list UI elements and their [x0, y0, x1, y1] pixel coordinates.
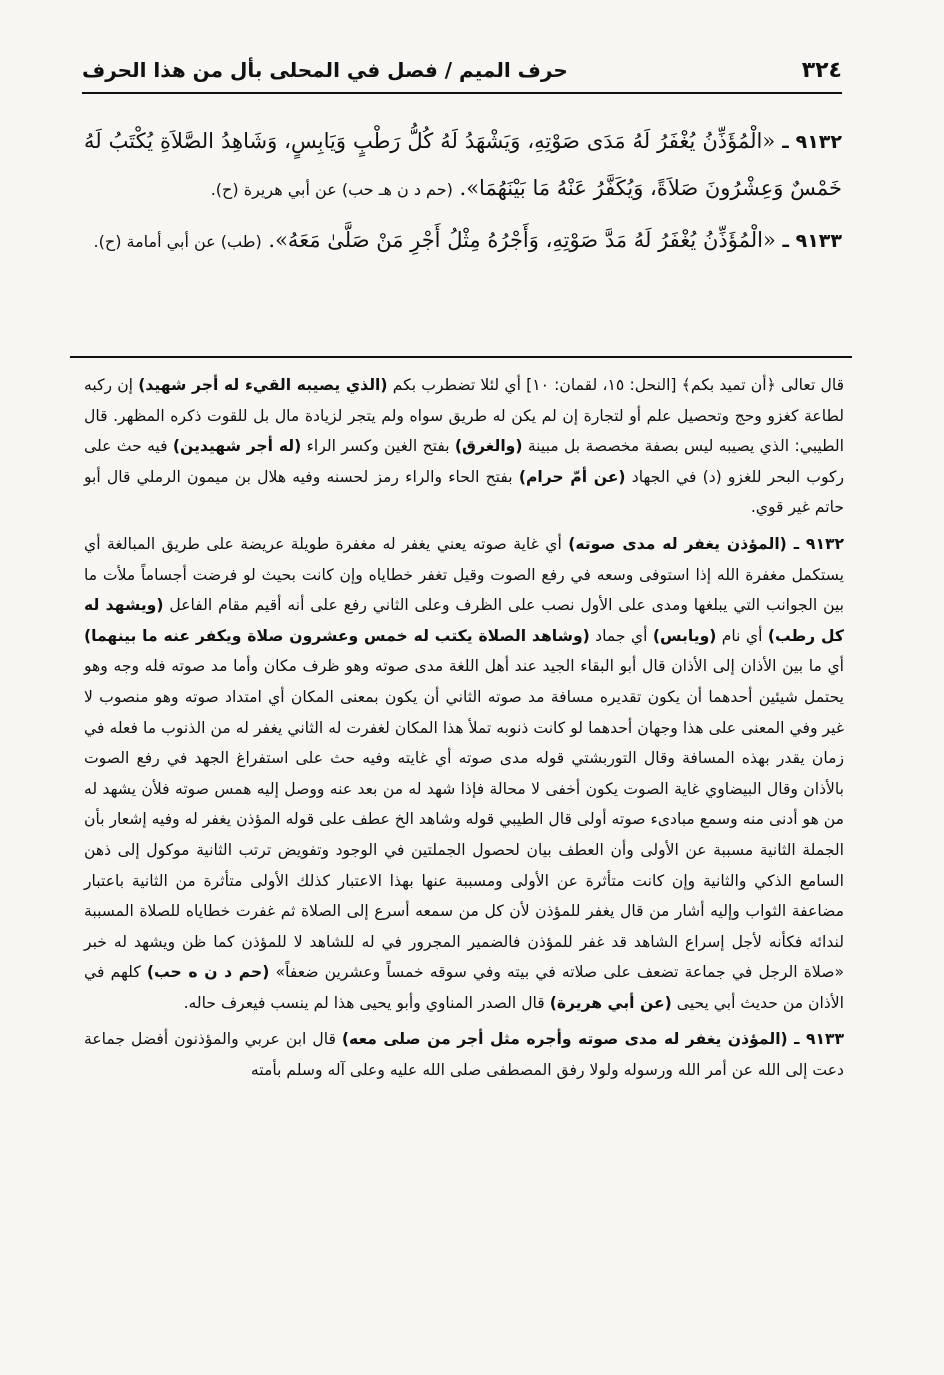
commentary-bold: (له أجر شهيدين) — [172, 437, 302, 456]
commentary-bold: (والغرق) — [454, 437, 523, 456]
hadith-entry — [84, 118, 842, 213]
hadith-text-block — [84, 118, 842, 265]
hadith-text: «الْمُؤَذِّنُ يُغْفَرُ لَهُ مَدَّ صَوْتِهِ، وَأَجْرُهُ مِثْلُ أَجْرِ مَنْ صَلَّىٰ مَعَهُ». — [268, 228, 776, 252]
commentary-block — [84, 370, 844, 1086]
commentary-text: أي جماد — [589, 626, 653, 645]
commentary-text: أي ما بين الأذان إلى الأذان قال أبو البقاء الجيد عند أهل اللغة مدى صوته وهو ظرف مكان وأما مد صوته فله وجه وهو يحتمل شيئين أحدهما أن يكون تقديره مسافة مد صوته الثاني أن يكون بمعنى المكان أي امتداد صوته وهو منصوب لا غير وفي المعنى على هذا وجهان أحدهما لو كانت ذنوبه تملأ هذا المكان لغفرت له الثاني يغفر له من الذنوب ما فعله في زمان يقدر بهذه المسافة وقال التوربشتي قوله مدى صوته أي غايته وفيه حث على استفراغ الجهد في رفع الصوت بالأذان وقال البيضاوي غاية الصوت يكون أخفى لا محالة فإذا شهد له من بعد عنه ووصل إليه همس صوته فلأن يشهد له من هو أدنى منه وسمع مبادىء صوته أولى قال الطيبي قوله وشاهد الخ عطف على قوله المؤذن يغفر له وفيه إشعار بأن الجملة الثانية مسببة عن الأولى وأن العطف بيان لحصول الجملتين في الوجود وتفويض ترتب الثانية موكول إلى ذهن السامع الذكي والثانية وإن كانت متأثرة عن الأولى ومسببة عنها بهذا الاعتبار كذلك الأولى متأثرة من الثانية باعتبار مضاعفة الثواب وإليه أشار من قال يغفر للمؤذن لأن كل من سمعه أسرع إلى الصلاة ثم غفرت خطاياه للصلاة المسببة لندائه فكأنه لأجل إسراع الشاهد قد غفر للمؤذن فالضمير المجرور في له للشاهد لا للمؤذن كما ظن ويشهد له خبر «صلاة الرجل في جماعة تضعف على صلاته في بيته وفي سوقه خمساً وعشرين ضعفاً» — [84, 657, 844, 982]
commentary-bold: (حم د ن ه حب) — [146, 963, 270, 982]
page-number: ٣٢٤ — [801, 58, 842, 83]
commentary-text: أي نام — [716, 626, 768, 645]
hadith-reference: (طب) عن أبي أمامة (ح). — [93, 232, 262, 251]
commentary-bold: (الذي يصيبه القيء له أجر شهيد) — [138, 376, 388, 394]
running-title: حرف الميم / فصل في المحلى بأل من هذا الحرف — [82, 58, 568, 82]
commentary-text: قال تعالى ﴿أن تميد بكم﴾ [النحل: ١٥، لقمان: ١٠] أي لئلا تضطرب بكم — [387, 376, 845, 394]
commentary-text: بفتح الحاء والراء رمز لحسنه وفيه هلال بن ميمون الرملي قال أبو حاتم غير قوي. — [84, 467, 844, 517]
commentary-text: قال ابن عربي والمؤذنون أفضل جماعة دعت إلى الله عن أمر الله ورسوله ولولا رفق المصطفى صلى الله عليه وعلى آله وسلم بأمته — [84, 1030, 844, 1080]
commentary-paragraph — [84, 370, 844, 523]
hadith-number: ٩١٣٢ ـ — [782, 131, 842, 153]
commentary-paragraph — [84, 529, 844, 1019]
commentary-bold: (وشاهد الصلاة يكتب له خمس وعشرون صلاة ويكفر عنه ما بينهما) — [84, 626, 590, 645]
section-divider — [70, 356, 852, 358]
hadith-entry — [84, 217, 842, 265]
commentary-text: إن ركبه لطاعة كغزو وحج وتحصيل علم أو لتجارة إن لم يكن له طريق سواه ولم يتجر لزيادة مال بل للقوت ذكره المظهر. قال الطيبي: الذي يصيبه ليس بصفة مخصصة بل مبينة — [84, 376, 844, 456]
commentary-paragraph — [84, 1024, 844, 1085]
hadith-number: ٩١٣٣ ـ — [782, 230, 842, 252]
commentary-bold: ٩١٣٢ ـ (المؤذن يغفر له مدى صوته) — [568, 534, 844, 553]
hadith-reference: (حم د ن هـ حب) عن أبي هريرة (ح). — [210, 180, 453, 199]
commentary-bold: ٩١٣٣ ـ (المؤذن يغفر له مدى صوته وأجره مثل أجر من صلى معه) — [341, 1030, 845, 1049]
hadith-text: «الْمُؤَذِّنُ يُغْفَرُ لَهُ مَدَى صَوْتِهِ، وَيَشْهَدُ لَهُ كُلُّ رَطْبٍ وَيَابِسٍ، وَشَاهِدُ الصَّلاَةِ يُكْتَبُ لَهُ خَمْسٌ وَعِشْرُونَ صَلاَةً، وَيُكَفَّرُ عَنْهُ مَا بَيْنَهُمَا». — [84, 129, 842, 200]
commentary-text: قال الصدر المناوي وأبو يحيى هذا لم ينسب فيعرف حاله. — [183, 993, 550, 1012]
commentary-text: بفتح الغين وكسر الراء — [301, 437, 455, 456]
commentary-text: كلهم في الأذان من حديث أبي يحيى — [84, 963, 844, 1012]
commentary-bold: (ويابس) — [652, 626, 717, 645]
commentary-bold: (عن أمّ حرام) — [518, 467, 626, 486]
page-header — [82, 56, 842, 94]
commentary-text: فيه حث على ركوب البحر للغزو (د) في الجهاد — [84, 437, 844, 486]
commentary-text: أي غاية صوته يعني يغفر له مغفرة طويلة عريضة على طريق المبالغة أي يستكمل مغفرة الله إذا استوفى وسعه في رفع الصوت وقيل تغفر خطاياه وإن كانت بحيث لو فرضت أجساماً ملأت ما بين الجوانب التي يبلغها ومدى على الأول نصب على الظرف وعلى الثاني رفع على أنه أقيم مقام الفاعل — [84, 534, 844, 615]
commentary-bold: (ويشهد له كل رطب) — [84, 596, 844, 645]
commentary-bold: (عن أبي هريرة) — [549, 993, 672, 1012]
